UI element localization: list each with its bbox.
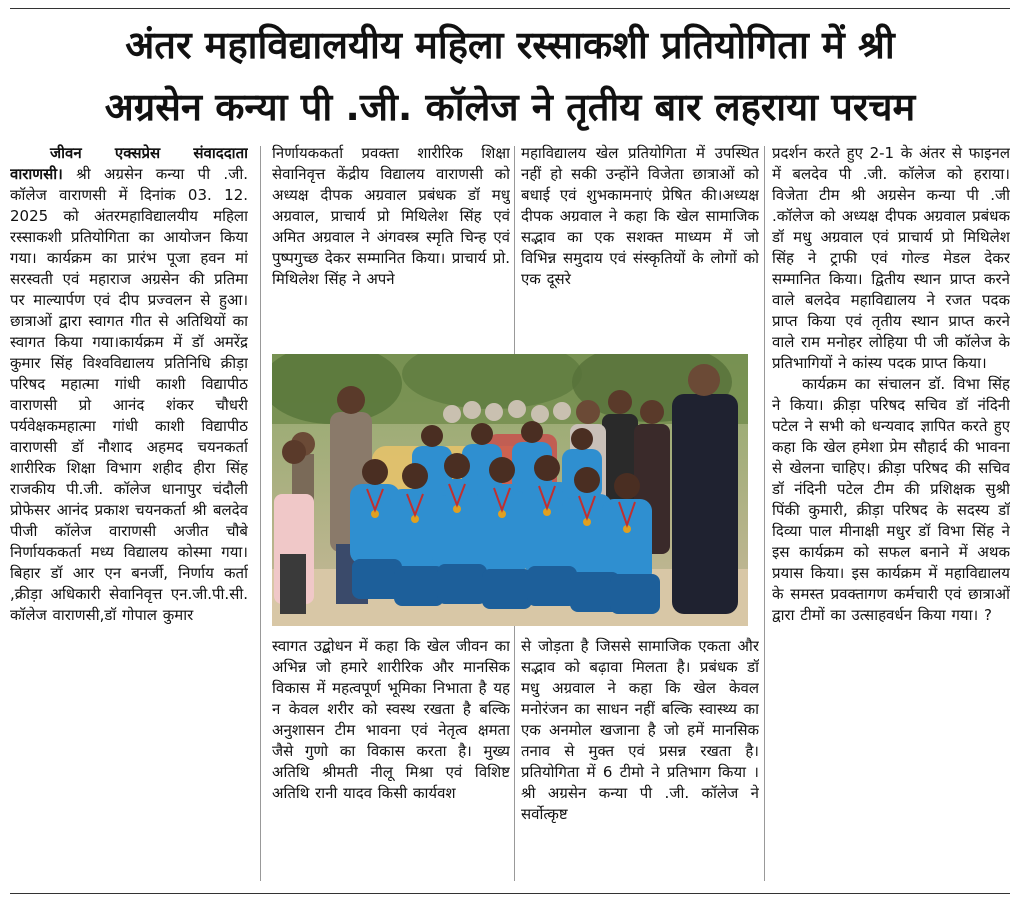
- article-text-col3a: महाविद्यालय खेल प्रतियोगिता में उपस्थित नहीं हो सकी उन्होंने विजेता छात्राओं को बधाई एवं शुभकामनाएं प्रेषित की।अध्यक्ष दीपक अग्रवाल ने कहा कि खेल सामाजिक सद्भाव का एक सशक्त माध्यम में जो विभिन्न समुदाय एवं संस्कृतियों के लोगों को एक दूसरे: [521, 144, 759, 288]
- column-divider: [260, 146, 261, 881]
- article-column-3-top: [521, 143, 759, 343]
- team-photo: [272, 354, 748, 626]
- column-divider: [764, 146, 765, 881]
- bottom-rule: [10, 893, 1010, 894]
- article-column-1: [10, 143, 248, 883]
- article-column-4: [772, 143, 1010, 883]
- article-column-2-bottom: [272, 636, 510, 884]
- article-column-3-bottom: [521, 636, 759, 884]
- article-text-col4-p2: कार्यक्रम का संचालन डॉ. विभा सिंह ने किया। क्रीड़ा परिषद सचिव डॉ नंदिनी पटेल ने सभी को धन्यवाद ज्ञापित करते हुए कहा कि खेल हमेशा प्रेम सौहार्द की भावना से खेलना चाहिए। क्रीड़ा परिषद की सचिव डॉ नंदिनी पटेल टीम की प्रशिक्षक सुश्री पिंकी कुमारी, क्रीड़ा परिषद के सदस्य डॉ दिव्या पाल मीनाक्षी मधुर डॉ विभा सिंह ने इस कार्यक्रम को सफल बनाने में अथक प्रयास किया। इस कार्यक्रम में महाविद्यालय के समस्त प्रवक्तागण कर्मचारी एवं छात्राओं द्वारा टीमों का उत्साहवर्धन किया गया। ?: [772, 375, 1010, 624]
- headline: [10, 14, 1010, 140]
- article-text-col3b: से जोड़ता है जिससे सामाजिक एकता और सद्भाव को बढ़ावा मिलता है। प्रबंधक डॉ मधु अग्रवाल ने कहा कि खेल केवल मनोरंजन का साधन नहीं बल्कि स्वास्थ्य का एक अनमोल खजाना है जो हमें मानसिक तनाव से मुक्त एवं प्रसन्न रखता है।प्रतियोगिता में 6 टीमो ने प्रतिभाग किया ।श्री अग्रसेन कन्या पी .जी. कॉलेज ने सर्वोत्कृष्ट: [521, 637, 759, 823]
- article-text-col1: श्री अग्रसेन कन्या पी .जी. कॉलेज वाराणसी में दिनांक 03. 12. 2025 को अंतरमहाविद्यालयीय महिला रस्साकशी प्रतियोगिता का आयोजन किया गया। कार्यक्रम का प्रारंभ पूजा हवन मां सरस्वती एवं महाराज अग्रसेन की प्रतिमा पर माल्यार्पण एवं दीप प्रज्वलन से हुआ। छात्राओं द्वारा स्वागत गीत से अतिथियों का स्वागत किया गया।कार्यक्रम में डॉ अमरेंद्र कुमार सिंह विश्वविद्यालय प्रतिनिधि क्रीड़ा परिषद महात्मा गांधी काशी विद्यापीठ वाराणसी प्रो आनंद शंकर चौधरी पर्यवेक्षकमहात्मा गांधी काशी विद्यापीठ वाराणसी डॉ नौशाद अहमद चयनकर्ता शारीरिक शिक्षा विभाग शहीद हीरा सिंह राजकीय पी.जी. कॉलेज धानापुर चंदौली प्रोफेसर आनंद प्रकाश चयनकर्ता श्री बलदेव पीजी कॉलेज वाराणसी अजीत चौबे निर्णायककर्ता मध्य विद्यालय कोस्मा गया। बिहार डॉ आर एन बनर्जी, निर्णाय कर्ता ,क्रीड़ा अधिकारी सेवानिवृत्त एन.जी.पी.सी. कॉलेज वाराणसी,डॉ गोपाल कुमार: [10, 165, 248, 624]
- article-text-col4-p1: प्रदर्शन करते हुए 2-1 के अंतर से फाइनल में बलदेव पी .जी. कॉलेज को हराया। विजेता टीम श्री अग्रसेन कन्या पी .जी .कॉलेज को अध्यक्ष दीपक अग्रवाल प्रबंधक डॉ मधु अग्रवाल एवं प्राचार्य प्रो मिथिलेश सिंह ने ट्राफी एवं गोल्ड मेडल देकर सम्मानित किया। द्वितीय स्थान प्राप्त करने वाले बलदेव महाविद्यालय ने रजत पदक प्राप्त किया एवं तृतीय स्थान प्राप्त करने वाले राम मनोहर लोहिया पी जी कॉलेज के प्रतिभागियों ने कांस्य पदक प्राप्त किया।: [772, 144, 1010, 372]
- dateline: वाराणसी।: [10, 165, 63, 183]
- article-text-col2b: स्वागत उद्बोधन में कहा कि खेल जीवन का अभिन्न जो हमारे शारीरिक और मानसिक विकास में महत्वपूर्ण भूमिका निभाता है यह न केवल शरीर को स्वस्थ रखता है बल्कि अनुशासन टीम भावना एवं नेतृत्व क्षमता जैसे गुणो का विकास करता है। मुख्य अतिथि श्रीमती नीलू मिश्रा एवं विशिष्ट अतिथि रानी यादव किसी कार्यवश: [272, 637, 510, 802]
- team-photo-illustration: [272, 354, 748, 626]
- article-column-2-top: [272, 143, 510, 343]
- top-rule: [10, 8, 1010, 9]
- headline-line-1: अंतर महाविद्यालयीय महिला रस्साकशी प्रतियोगिता में श्री: [125, 23, 895, 67]
- byline: जीवन एक्सप्रेस संवाददाता: [50, 144, 248, 162]
- article-text-col2a: निर्णायककर्ता प्रवक्ता शारीरिक शिक्षा सेवानिवृत्त केंद्रीय विद्यालय वाराणसी को अध्यक्ष दीपक अग्रवाल प्रबंधक डॉ मधु अग्रवाल, प्राचार्य प्रो मिथिलेश सिंह एवं अमित अग्रवाल ने अंगवस्त्र स्मृति चिन्ह एवं पुष्पगुच्छ देकर सम्मानित किया। प्राचार्य प्रो. मिथिलेश सिंह ने अपने: [272, 144, 510, 288]
- headline-line-2: अग्रसेन कन्या पी .जी. कॉलेज ने तृतीय बार लहराया परचम: [104, 85, 916, 129]
